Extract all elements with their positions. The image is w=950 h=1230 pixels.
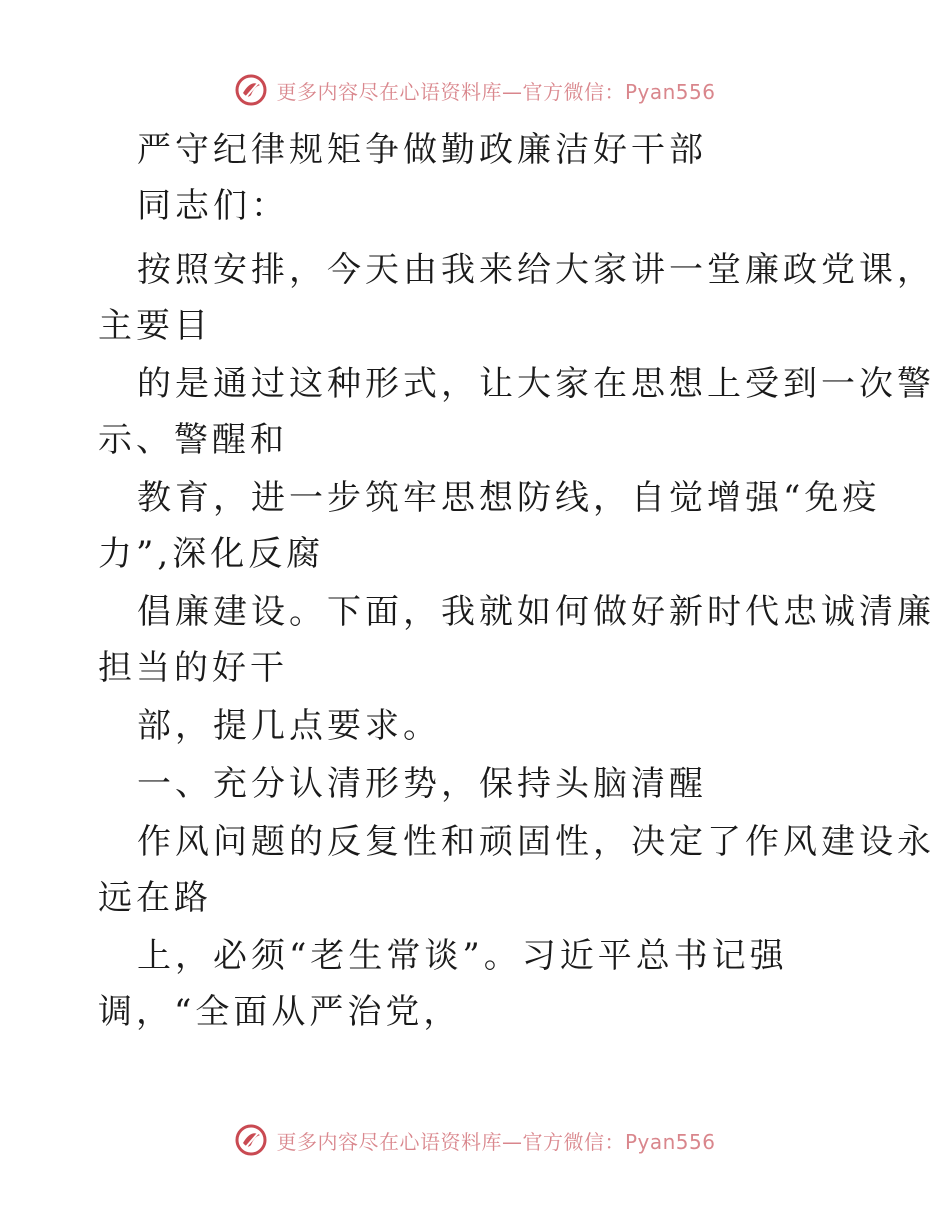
text-line: 担当的好干 (98, 648, 288, 688)
text-line: 调，“全面从严治党， (98, 992, 462, 1032)
text-line: 的是通过这种形式，让大家在思想上受到一次警 (137, 364, 935, 404)
red-swirl-logo-icon (234, 73, 268, 107)
text-line: 示、警醒和 (98, 420, 288, 460)
section-heading: 一、充分认清形势，保持头脑清醒 (137, 764, 707, 804)
text-line: 作风问题的反复性和顽固性，决定了作风建设永 (137, 822, 935, 862)
header-watermark (0, 70, 950, 110)
watermark-text: 更多内容尽在心语资料库—官方微信：Pyan556 (276, 79, 716, 104)
text-line: 按照安排，今天由我来给大家讲一堂廉政党课， (137, 250, 935, 290)
text-line: 力”,深化反腐 (98, 534, 325, 574)
text-line: 主要目 (98, 306, 212, 346)
text-line: 上，必须“老生常谈”。习近平总书记强 (137, 936, 788, 976)
salutation: 同志们： (137, 186, 289, 226)
watermark-text: 更多内容尽在心语资料库—官方微信：Pyan556 (276, 1129, 716, 1154)
red-swirl-logo-icon (234, 1123, 268, 1157)
text-line: 教育，进一步筑牢思想防线，自觉增强“免疫 (137, 478, 881, 518)
document-title: 严守纪律规矩争做勤政廉洁好干部 (137, 130, 707, 170)
text-line: 倡廉建设。下面，我就如何做好新时代忠诚清廉 (137, 592, 935, 632)
text-line: 远在路 (98, 878, 212, 918)
footer-watermark (0, 1120, 950, 1160)
text-line: 部，提几点要求。 (137, 706, 441, 746)
